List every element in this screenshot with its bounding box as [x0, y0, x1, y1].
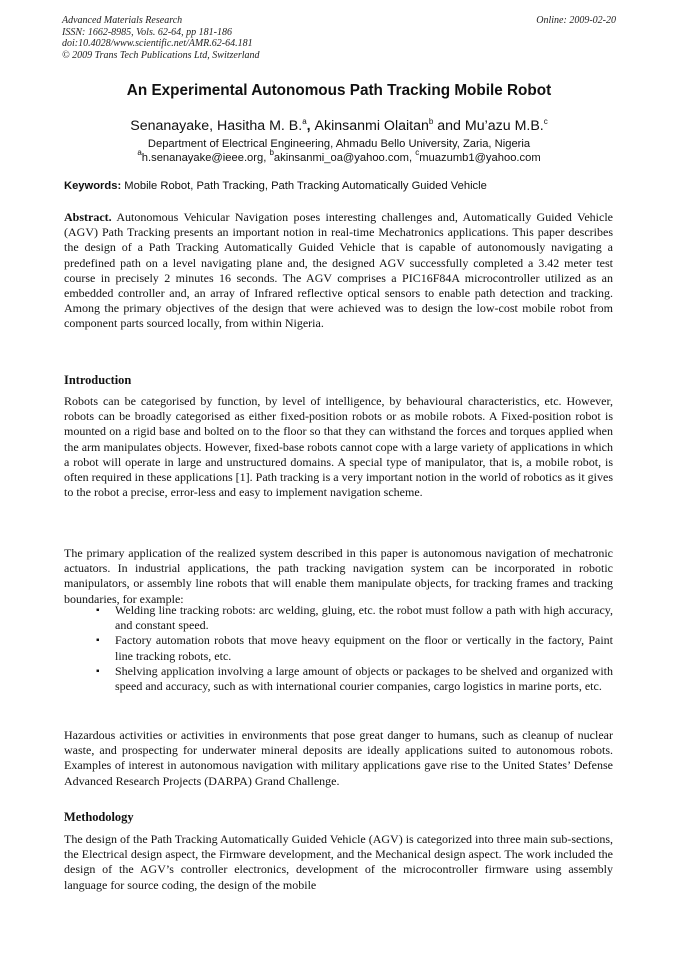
journal-name: Advanced Materials Research [62, 15, 183, 26]
keywords-text: Mobile Robot, Path Tracking, Path Tracking Automatically Guided Vehicle [121, 180, 487, 192]
bullet-icon: ▪ [96, 635, 100, 647]
intro-paragraph-2: The primary application of the realized system described in this paper is autonomous navigation of mechatronic actuators. In industrial applications, the path tracking navigation system can be incorporated in robotic manipulators, or assembly line robots that will enable them manipulate objects, for tracking frames and tracking boundaries, for example: [64, 546, 613, 606]
email-3: muazumb1@yahoo.com [419, 152, 541, 164]
keywords-label: Keywords: [64, 180, 122, 192]
list-item [96, 633, 613, 663]
abstract-text: Autonomous Vehicular Navigation poses interesting challenges and, Automatically Guided Vehicle (AGV) Path Tracking presents an important notion in real-time Mechatronics applications. This paper describes the design of a Path Tracking Automatically Guided Vehicle that is capable of autonomously navigating a predefined path on a level navigating plane and, the designed AGV successfully completed a 3.42 meter test course in precisely 2 minutes 16 seconds. The AGV comprises a PIC16F84A microcontroller utilized as an embedded controller and, an array of Infrared reflective optical sensors to enable path detection and tracking. Among the primary objectives of the design that were achieved was to design the low-cost mobile robot from component parts sourced locally, from within Nigeria. [64, 210, 613, 331]
copyright-line: © 2009 Trans Tech Publications Ltd, Switzerland [62, 49, 260, 61]
list-item [96, 664, 613, 694]
affiliation: Department of Electrical Engineering, Ahmadu Bello University, Zaria, Nigeria [147, 138, 531, 150]
author-2-affil: b [428, 117, 434, 126]
bullet-icon: ▪ [96, 605, 100, 616]
email-2: akinsanmi_oa@yahoo.com, [273, 152, 416, 164]
section-heading-introduction: Introduction [64, 373, 132, 387]
author-3-affil: c [543, 117, 548, 126]
author-list: Senanayake, Hasitha M. B.$^a$, Akinsanmi Olaitan$^b$ and Mu’azu M.B.$^c$ [130, 117, 548, 134]
intro-paragraph-1: Robots can be categorised by function, by level of intelligence, by behavioural characteristics, etc. However, robots can be broadly categorised as either fixed-position robots or as mobile robots. A Fixed-position robot is mounted on a rigid base and bolted on to the floor so that they can withstand the forces and torques applied when the arm manipulates objects. However, fixed-base robots cannot cope with a large variety of applications in which a robot will operate in large and unstructured domains. A special type of manipulator, that is, a mobile robot, is often required in these applications [1]. Path tracking is a very important notion in the world of robotics as it gives to the robot a precise, error-less and easy to implement navigation scheme. [64, 394, 613, 500]
application-list [96, 603, 613, 694]
email-1: h.senanayake@ieee.org, [141, 152, 270, 164]
author-3: Mu’azu M.B. [464, 118, 544, 134]
methodology-paragraph-1: The design of the Path Tracking Automatically Guided Vehicle (AGV) is categorized into three main sub-sections, the Electrical design aspect, the Firmware development, and the Mechanical design aspect. The work included the design of the AGV’s controller electronics, development of the microcontroller firmware using assembly language for source coding, the design of the mobile [64, 832, 613, 892]
email-3-affil: c [415, 148, 420, 157]
intro-paragraph-3: Hazardous activities or activities in environments that pose great danger to humans, such as cleanup of nuclear waste, and prospecting for underwater mineral deposits are ideally applications suited to autonomous robots. Examples of interest in autonomous navigation with military applications gave rise to the United States’ Defense Advanced Research Projects (DARPA) Grand Challenge. [64, 728, 613, 788]
abstract-label: Abstract. [64, 210, 112, 224]
email-2-affil: b [269, 148, 274, 157]
email-1-affil: a [137, 148, 142, 157]
keywords [64, 179, 616, 193]
author-1-affil: a [302, 117, 307, 126]
author-conjunction: and [433, 118, 465, 134]
list-item [96, 603, 613, 633]
list-item-text: Welding line tracking robots: arc welding, gluing, etc. the robot must follow a path with high accuracy, and constant speed. [115, 603, 613, 633]
author-2: Akinsanmi Olaitan [314, 118, 429, 134]
paper-title: An Experimental Autonomous Path Tracking Mobile Robot [126, 82, 552, 99]
section-heading-methodology: Methodology [64, 810, 134, 824]
author-emails [62, 148, 616, 165]
list-item-text: Factory automation robots that move heavy equipment on the floor or vertically in the factory, Paint line tracking robots, etc. [115, 633, 613, 663]
journal-header [62, 15, 616, 61]
online-date: Online: 2009-02-20 [536, 15, 616, 26]
author-1: Senanayake, Hasitha M. B. [130, 118, 303, 134]
doi-line: doi:10.4028/www.scientific.net/AMR.62-64.181 [62, 38, 253, 49]
issn-line: ISSN: 1662-8985, Vols. 62-64, pp 181-186 [62, 26, 232, 38]
abstract [64, 210, 613, 332]
list-item-text: Shelving application involving a large amount of objects or packages to be shelved and organized with speed and accuracy, such as with international courier companies, cargo logistics in marine ports, etc. [115, 663, 613, 694]
bullet-icon: ▪ [96, 665, 100, 677]
